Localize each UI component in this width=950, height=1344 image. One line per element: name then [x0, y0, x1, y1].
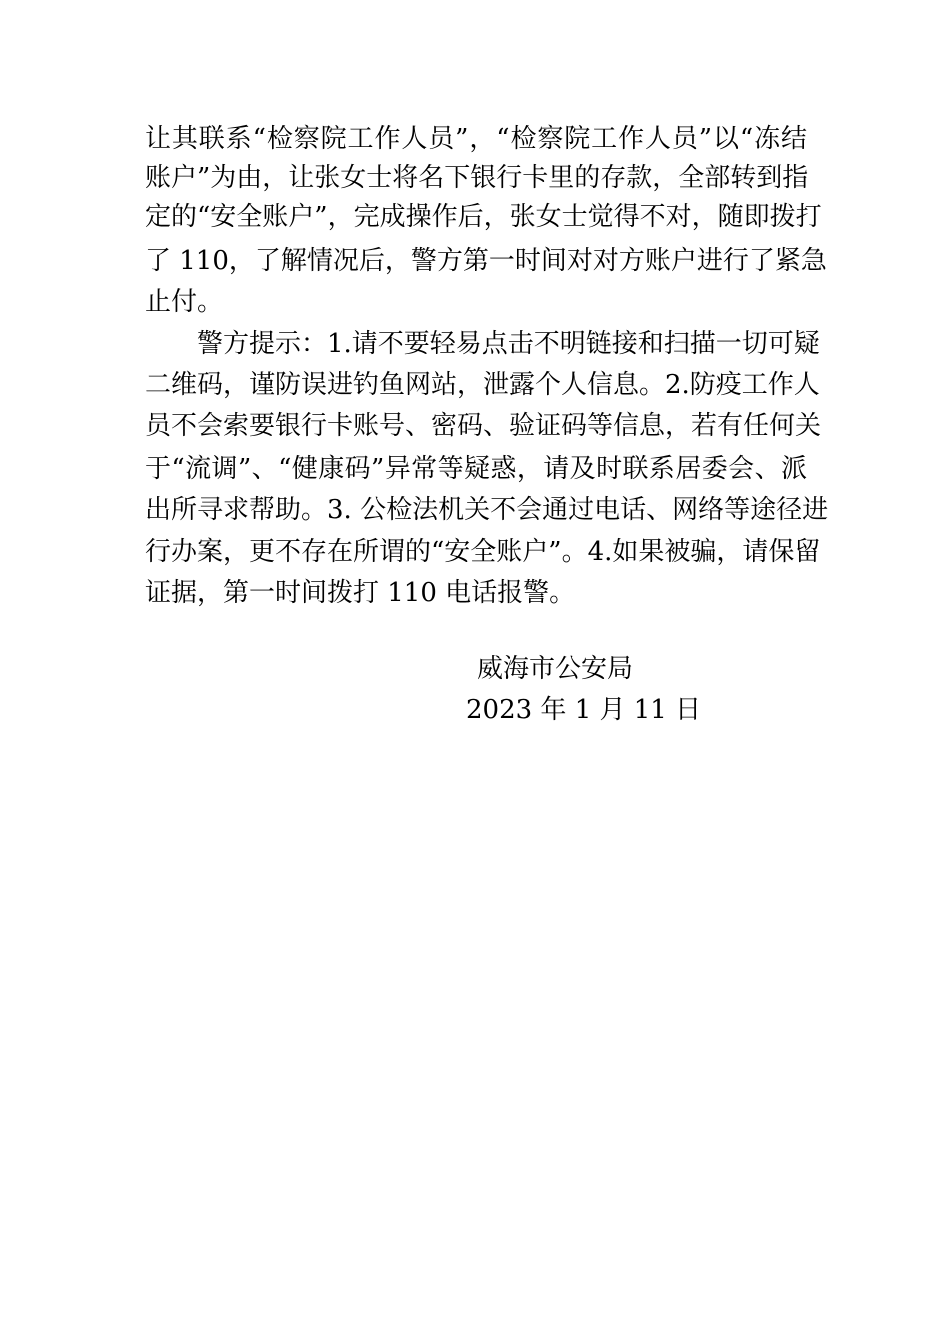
- paragraph-1-line: 账户”为由，让张女士将名下银行卡里的存款，全部转到指: [145, 163, 809, 193]
- paragraph-2-line: 证据，第一时间拨打 110 电话报警。: [145, 578, 576, 608]
- paragraph-2-line: 行办案，更不存在所谓的“安全账户”。4.如果被骗，请保留: [145, 537, 821, 567]
- signature-date: 2023 年 1 月 11 日: [466, 695, 702, 725]
- paragraph-2-line: 员不会索要银行卡账号、密码、验证码等信息，若有任何关: [145, 411, 822, 441]
- paragraph-2-line: 出所寻求帮助。3. 公检法机关不会通过电话、网络等途径进: [145, 495, 829, 525]
- paragraph-1-line: 了 110，了解情况后，警方第一时间对对方账户进行了紧急: [145, 246, 827, 276]
- paragraph-2-line: 二维码，谨防误进钓鱼网站，泄露个人信息。2.防疫工作人: [145, 370, 820, 400]
- signature-organization: 威海市公安局: [477, 654, 634, 684]
- paragraph-2-line: 警方提示：1.请不要轻易点击不明链接和扫描一切可疑: [197, 329, 820, 359]
- paragraph-1-line: 让其联系“检察院工作人员”，“检察院工作人员”以“冻结: [145, 124, 807, 154]
- paragraph-2-line: 于“流调”、“健康码”异常等疑惑，请及时联系居委会、派: [145, 454, 807, 484]
- paragraph-1-line: 止付。: [145, 287, 224, 317]
- paragraph-1-line: 定的“安全账户”，完成操作后，张女士觉得不对，随即拨打: [145, 202, 822, 232]
